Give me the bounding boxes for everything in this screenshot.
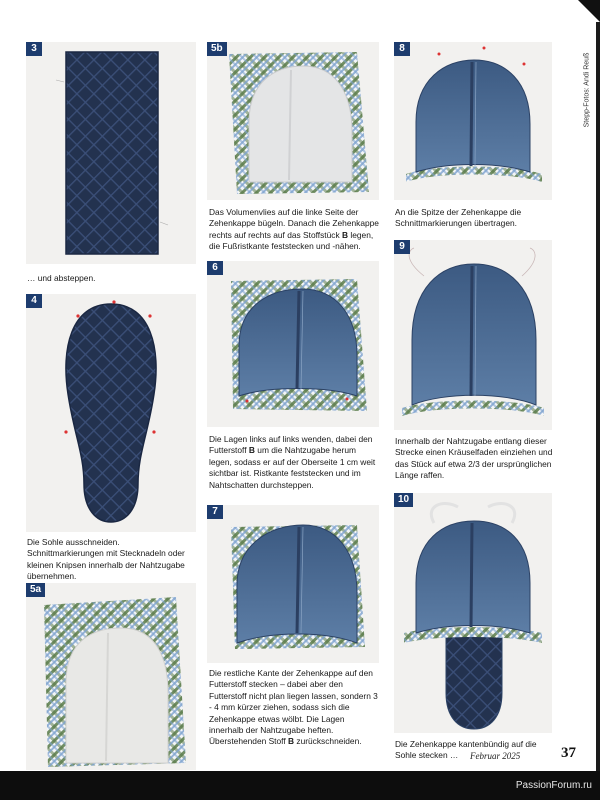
step-badge: 5a <box>26 583 45 597</box>
sole-illustration <box>26 294 196 532</box>
photo-step-5b <box>207 42 379 200</box>
step-badge: 8 <box>394 42 410 56</box>
caption-text: Die Lagen links auf links wenden, dabei den Futterstoff <box>209 434 373 456</box>
page-number: 37 <box>561 745 576 761</box>
photo-step-4 <box>26 294 196 532</box>
issue-month: Februar 2025 <box>470 751 521 761</box>
caption-bold-label: B <box>341 229 349 240</box>
caption-step-9: Innerhalb der Nahtzugabe entlang dieser Strecke einen Kräuselfaden einziehen und das Stück auf etwa 2/3 der ursprünglichen Länge raffen. <box>395 436 553 481</box>
caption-bold-label: B <box>288 736 295 747</box>
toe-cap-on-sole-illustration <box>394 493 552 733</box>
gathered-toe-cap-illustration <box>394 240 552 430</box>
caption-step-10: Die Zehenkappe kantenbündig auf die Sohle stecken … <box>395 739 537 761</box>
step-badge: 10 <box>394 493 413 507</box>
footer-bar <box>0 771 600 800</box>
caption-bold-label: B <box>248 445 255 456</box>
fleece-on-plaid-illustration <box>26 583 196 770</box>
page-edge-bar <box>596 22 600 774</box>
photo-credit <box>580 40 594 140</box>
photo-step-10 <box>394 493 552 733</box>
step-badge: 4 <box>26 294 42 308</box>
photo-step-8 <box>394 42 552 200</box>
caption-step-6 <box>209 434 379 491</box>
caption-step-4: Die Sohle ausschneiden. Schnittmarkierungen mit Stecknadeln oder kleinen Knipsen innerhalb der Nahtzugabe übernehmen. <box>27 537 185 582</box>
corner-mark <box>578 0 600 22</box>
step-badge: 5b <box>207 42 227 56</box>
caption-text: Das Volumenvlies auf die linke Seite der Zehenkappe bügeln. Danach die Zehenkappe rechts auf rechts auf das Stoffstück <box>209 207 379 240</box>
photo-step-6 <box>207 261 379 427</box>
denim-toe-cap-illustration <box>394 42 552 200</box>
caption-step-8: An die Spitze der Zehenkappe die Schnittmarkierungen übertragen. <box>395 207 522 229</box>
fleece-sewn-plaid-illustration <box>207 42 379 200</box>
step-badge: 3 <box>26 42 42 56</box>
quilted-fabric-illustration <box>26 42 196 264</box>
site-watermark: PassionForum.ru <box>515 780 592 791</box>
photo-step-7 <box>207 505 379 663</box>
photo-credit-text: Stepp-Fotos: Andi Reuß <box>583 52 591 128</box>
step-badge: 6 <box>207 261 223 275</box>
caption-text: legen, die Fußristkante feststecken und -nähen. <box>209 229 374 252</box>
photo-step-5a <box>26 583 196 770</box>
caption-step-5b <box>209 207 379 253</box>
caption-text: zurückschneiden. <box>294 736 362 747</box>
denim-cap-on-plaid-illustration <box>207 261 379 427</box>
step-badge: 9 <box>394 240 410 254</box>
caption-step-7 <box>209 668 379 748</box>
caption-text: Die restliche Kante der Zehenkappe auf den Futterstoff stecken – dabei aber den Futterstoff nicht plan liegen lassen, sondern 3 - 4 mm kürzer ziehen, sodass sich die Zehenkappe etwas wölbt. Die Lagen innerhalb der Nahtzugabe heften. Überstehenden Stoff <box>209 668 378 747</box>
step-badge: 7 <box>207 505 223 519</box>
photo-step-3 <box>26 42 196 264</box>
photo-step-9 <box>394 240 552 430</box>
denim-cap-trimmed-illustration <box>207 505 379 663</box>
caption-text: um die Nahtzugabe herum legen, sodass er auf der Oberseite 1 cm weit sichtbar ist. Ristkante feststecken und im Nahtschatten durchsteppen. <box>209 445 376 490</box>
caption-step-3: … und absteppen. <box>27 273 96 283</box>
